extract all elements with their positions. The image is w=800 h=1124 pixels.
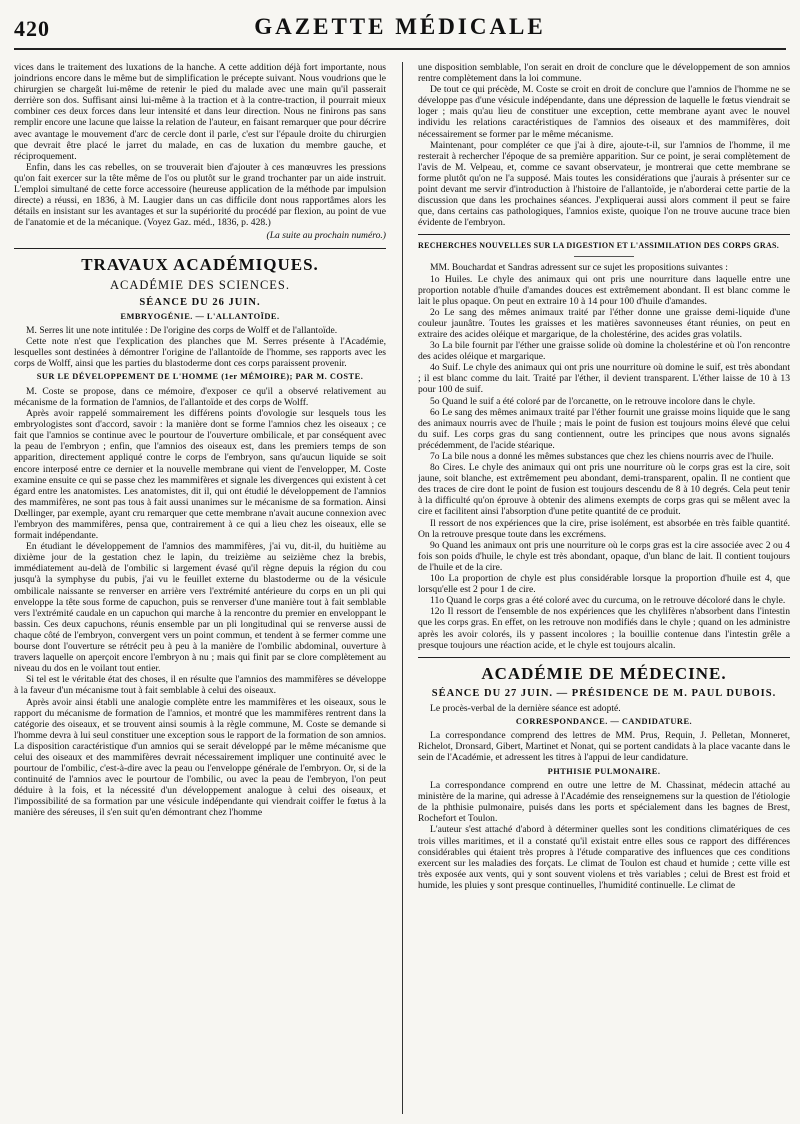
page-number: 420 [14,16,50,41]
paragraph: Cette note n'est que l'explication des planches que M. Serres présente à l'Académie, lesquelles sont destinées à démontrer l'origine de l'allantoïde de l'homme, ses rapports avec les corps de Wolff, ainsi que les parties du blastoderme dont ces corps paraissent provenir. [14,336,386,370]
session-heading: SÉANCE DU 26 JUIN. [139,296,261,308]
proposition: 6o Le sang des mêmes animaux traité par l'éther fournit une graisse moins liquide que le sang des animaux nourris avec de l'huile ; mais le point de fusion est toujours moins élevé que celui du suif. Les corps gras du sang contiennent, outre les principes que nous avons signalés précédemment, de l'acide stéarique. [418,406,790,451]
journal-title: GAZETTE MÉDICALE [254,14,546,39]
section-rule [14,248,386,249]
proposition: 5o Quand le suif a été coloré par de l'orcanette, on le retrouve incolore dans le chyle. [430,395,756,407]
paragraph: De tout ce qui précède, M. Coste se croit en droit de conclure que l'amnios de l'homme ne se développe pas d'une vésicule indépendante, dans une dépression de laquelle le fœtus viendrait se loger ; mais qu'au lieu de constituer une exception, cette membrane ayant avec le nouvel individu les relations caractéristiques de l'amnios des oiseaux et des mammifères, doit nécessairement se former par le même mécanisme. [418,84,790,140]
paragraph: Maintenant, pour compléter ce que j'ai à dire, ajoute-t-il, sur l'amnios de l'homme, il me resterait à rechercher l'époque de sa première apparition. Sur ce point, je serai complètement de l'avis de M. Velpeau, et, comme ce savant observateur, je montrerai que cette membrane se forme plutôt qu'on ne l'a supposé. Mais toutes les considérations que j'aurais à présenter sur ce point devant me servir d'introduction à l'histoire de l'allantoïde, je n'aborderai cette partie de la discussion que dans les prochaines séances. J'expliquerai aussi alors comment il peut se faire que, dans certains cas pathologiques, l'amnios existe, quoique l'on ne trouve aucune trace bien évidente de l'embryon. [418,139,790,229]
proposition: 9o Quand les animaux ont pris une nourriture où le corps gras est la cire associée avec 2 ou 4 fois son poids d'huile, le chyle est très abondant, opaque, d'un blanc de lait. Il contient toujours de l'huile et de la cire. [418,539,790,573]
paragraph: En étudiant le développement de l'amnios des mammifères, j'ai vu, dit-il, du huitième au dixième jour de la gestation chez le lapin, du treizième au seizième chez la brebis, immédiatement au-delà de l'ombilic si largement évasé qu'il règne depuis la région du cou jusqu'à la symphyse du pubis, j'ai vu le feuillet externe du blastoderme ou de la vésicule ombilicale naissante se renverser en arrière vers l'extrémité antérieure du corps en un pli qui enveloppe la tête sous forme de capuchon, puis se renverser d'une manière tout à fait semblable vers l'extrémité caudale en un capuchon qui marche à la rencontre du premier en enveloppant le bassin. Ces deux capuchons, réunis ensemble par un pli longitudinal qui se renverse aussi de chaque côté de l'embryon, convergent vers un point commun, et tendent à se fermer comme une bourse dont l'ouverture se rétrécit peu à peu à la manière de l'ombilic abdominal, ouverture à travers laquelle on aperçoit encore l'embryon à nu ; mais qui finit par se clore complètement au niveau du dos en le voilant tout entier. [14,541,386,675]
subsection-title: ACADÉMIE DES SCIENCES. [110,277,290,292]
paragraph: vices dans le traitement des luxations de la hanche. A cette addition déjà fort importante, nous joindrions encore dans le même but de simplification le précepte suivant. Nous voudrions que le chirurgien se chargeât lui-même de retenir le pied du malade avec une main qu'il passerait derrière son dos. Suffisant ainsi lui-même à la traction et à la contre-traction, il pourrait mieux combiner ces deux forces dans leur intensité et dans leur direction. Nous ne finirons pas sans remplir encore une lacune que laisse la relation de l'auteur, en faisant remarquer que pour décrire avec avantage le mouvement d'arc de cercle dont il parle, c'est sur l'épaule droite du chirurgien que devrait être placé le jarret du malade, en cas de luxation du membre gauche, et réciproquement. [14,62,386,162]
proposition: 12o Il ressort de l'ensemble de nos expériences que les chylifères n'absorbent dans l'intestin que les corps gras. En effet, on les retrouve non modifiés dans le chyle ; quand on les administre après les avoir colorés, ils y passent incolores ; la bouillie contenue dans l'intestin grêle a presque toujours une réaction acide, et le chyle est toujours alcalin. [418,606,790,651]
topic-heading: PHTHISIE PULMONAIRE. [547,766,661,776]
paragraph: une disposition semblable, l'on serait en droit de conclure que le développement de son amnios rentre complètement dans la loi commune. [418,62,790,85]
topic-heading: RECHERCHES NOUVELLES SUR LA DIGESTION ET L'ASSIMILATION DES CORPS GRAS. [418,241,780,251]
paragraph: Enfin, dans les cas rebelles, on se trouverait bien d'ajouter à ces manœuvres les pressions qu'on fait exercer sur la tête même de l'os ou plutôt sur le grand trochanter par un aide instruit. L'emploi simultané de cette force accessoire (heureuse application de la méthode par impulsion directe) a réussi, en 1836, à M. Laugier dans un cas difficile dont nous rapportâmes alors les détails en insistant sur les avantages et sur la supériorité du procédé par flexion, au point de vue de l'anatomie et de la mécanique. (Voyez Gaz. méd., 1836, p. 428.) [14,161,386,229]
proposition: 10o La proportion de chyle est plus considérable lorsque la proportion d'huile est 4, que lorsqu'elle est 2 pour 1 de cire. [418,573,790,596]
paragraph: Si tel est le véritable état des choses, il en résulte que l'amnios des mammifères se développe à la faveur d'un mécanisme tout à fait semblable à celui des oiseaux. [14,674,386,697]
left-column [14,62,386,1114]
section-title: TRAVAUX ACADÉMIQUES. [81,254,319,274]
thin-rule [574,256,634,257]
paragraph: Après avoir rappelé sommairement les différens points d'ovologie sur lesquels tous les embryologistes sont d'accord, savoir : la manière dont se forme l'amnios chez les oiseaux ; ce fait que l'amnios se continue avec le pourtour de l'ouverture ombilicale, et par conséquent avec la peau de l'embryon ; enfin, que l'amnios des oiseaux est, dans les premiers temps de son apparition, directement appliqué contre le corps de l'embryon, sans qu'aucun liquide se soit encore interposé entre ce dernier et la nouvelle membrane qui vient de l'envelopper, M. Coste examine ensuite ce qui se passe chez les mammifères et signale les divergences qui existent à cet égard entre les anatomistes. Les anatomistes, dit il, qui ont étudié le développement de l'amnios des mammifères, ne sont pas tous à fait aussi unanimes sur le mécanisme de sa formation. Ainsi Dœllinger, par exemple, ayant cru remarquer que cette membrane n'avait aucune connexion avec l'embryon des mammifères, pensa que, contrairement à ce qui a lieu chez les oiseaux, elle se formait indépendante. [14,408,386,542]
proposition: 4o Suif. Le chyle des animaux qui ont pris une nourriture où domine le suif, est très abondant ; il est blanc comme du lait. Traité par l'éther, il devient transparent. L'éther laisse de 10 à 13 pour 100 de suif. [418,362,790,396]
section-rule [418,234,790,235]
proposition: 8o Cires. Le chyle des animaux qui ont pris une nourriture où le corps gras est la cire, soit jaune, soit blanche, est extrêmement peu abondant, demi-transparent, opalin. Il ne contient que des traces de cire dont le point de fusion est toujours descendu de 8 à 10 degrés. Cela peut tenir à la difficulté qu'on éprouve à obtenir des alimens exempts de corps gras qui se mêlent avec la cire et facilitent ainsi l'absorption d'une petite quantité de ce produit. [418,462,790,518]
paragraph: M. Serres lit une note intitulée : De l'origine des corps de Wolff et de l'allantoïde. [26,325,338,336]
topic-heading: CORRESPONDANCE. — CANDIDATURE. [515,716,693,726]
paragraph: Le procès-verbal de la dernière séance est adopté. [430,702,621,714]
proposition: 3o La bile fournit par l'éther une graisse solide où domine la cholestérine et où l'on rencontre des acides oléique et margarique. [418,340,790,363]
paragraph: L'auteur s'est attaché d'abord à déterminer quelles sont les conditions climatériques de ces trois villes maritimes, et il a constaté qu'il existait entre elles sous ce rapport des différences considérables qui étaient très propres à l'étude comparative des influences que ces conditions exercent sur les maladies des forçats. Le climat de Toulon est chaud et humide ; cette ville est très exposée aux vents, qui y sont souvent violens et très variables ; celui de Brest est froid et humide, les pluies y sont presque continuelles, l'humidité continuelle. Le climat de [418,824,790,891]
proposition: 1o Huiles. Le chyle des animaux qui ont pris une nourriture dans laquelle entre une proportion notable d'huile d'amandes douces est extrêmement abondant. Il est blanc comme le lait le plus opaque. On peut en extraire 10 à 14 pour 100 d'huile d'amandes. [418,273,790,307]
paragraph: La correspondance comprend en outre une lettre de M. Chassinat, médecin attaché au ministère de la marine, qui adresse à l'Académie des renseignemens sur la question de l'étiologie de la phthisie pulmonaire, puisés dans les ports et spécialement dans les bagnes de Brest, Rochefort et Toulon. [418,780,790,825]
topic-heading: SUR LE DÉVELOPPEMENT DE L'HOMME (1er MÉMOIRE); PAR M. COSTE. [36,372,364,382]
paragraph: Après avoir ainsi établi une analogie complète entre les mammifères et les oiseaux, sous le rapport du mécanisme de formation de l'amnios, et montré que les mammifères rentrent dans la catégorie des oiseaux, et se trouvent ainsi soumis à la règle commune, M. Coste se demande si l'homme devra à lui seul constituer une exception sous le rapport de la formation de son amnios. La disposition caractéristique d'un amnios qui se serait développé par le même mécanisme que celui des oiseaux et des mammifères devrait nécessairement impliquer une continuité avec le pourtour de l'ombilic, c'est-à-dire avec la peau ou l'enveloppe générale de l'embryon. Or, si de la continuité de l'amnios avec le pourtour de l'ombilic, ou avec la peau de l'embryon, l'on peut déduire à la fois, et la nécessité d'un développement analogue à celui des oiseaux, et l'impossibilité de sa formation par une vésicule indépendante qui viendrait coiffer le fœtus à la manière des séreuses, il s'en suit qu'en démontrant chez l'homme [14,696,386,819]
section-rule [418,657,790,658]
column-divider [402,62,403,1114]
session-heading: SÉANCE DU 27 JUIN. — PRÉSIDENCE DE M. PAUL DUBOIS. [431,687,777,699]
page-header [14,12,786,48]
proposition: 7o La bile nous a donné les mêmes substances que chez les chiens nourris avec de l'huile. [430,451,774,462]
proposition: 2o Le sang des mêmes animaux traité par l'éther donne une graisse demi-liquide d'une couleur jaunâtre. Toutes les graisses et les matières savonneuses étant réunies, on peut en extraire des acides oléique et margarique, de la cholestérine, des acides gras volatils. [418,306,790,340]
right-column [418,62,790,1114]
header-rule [14,48,786,50]
proposition: 11o Quand le corps gras a été coloré avec du curcuma, on le retrouve décoloré dans le chyle. [430,595,786,607]
paragraph: M. Coste se propose, dans ce mémoire, d'exposer ce qu'il a observé relativement au mécanisme de la formation de l'amnios, de l'allantoïde et des corps de Wolff. [14,385,386,408]
paragraph: La correspondance comprend des lettres de MM. Prus, Requin, J. Pelletan, Monneret, Richelot, Dronsard, Gibert, Martinet et Nonat, qui se portent candidats à la place vacante dans le sein de l'Académie, et adressent les titres à l'appui de leur candidature. [418,730,790,764]
topic-heading: EMBRYOGÉNIE. — L'ALLANTOÏDE. [120,311,280,321]
proposition: Il ressort de nos expériences que la cire, prise isolément, est absorbée en très faible quantité. On la retrouve presque toute dans les excrémens. [418,517,790,540]
paragraph: MM. Bouchardat et Sandras adressent sur ce sujet les propositions suivantes : [430,262,728,274]
section-title: ACADÉMIE DE MÉDECINE. [481,663,727,683]
continuation-note: (La suite au prochain numéro.) [266,230,386,242]
